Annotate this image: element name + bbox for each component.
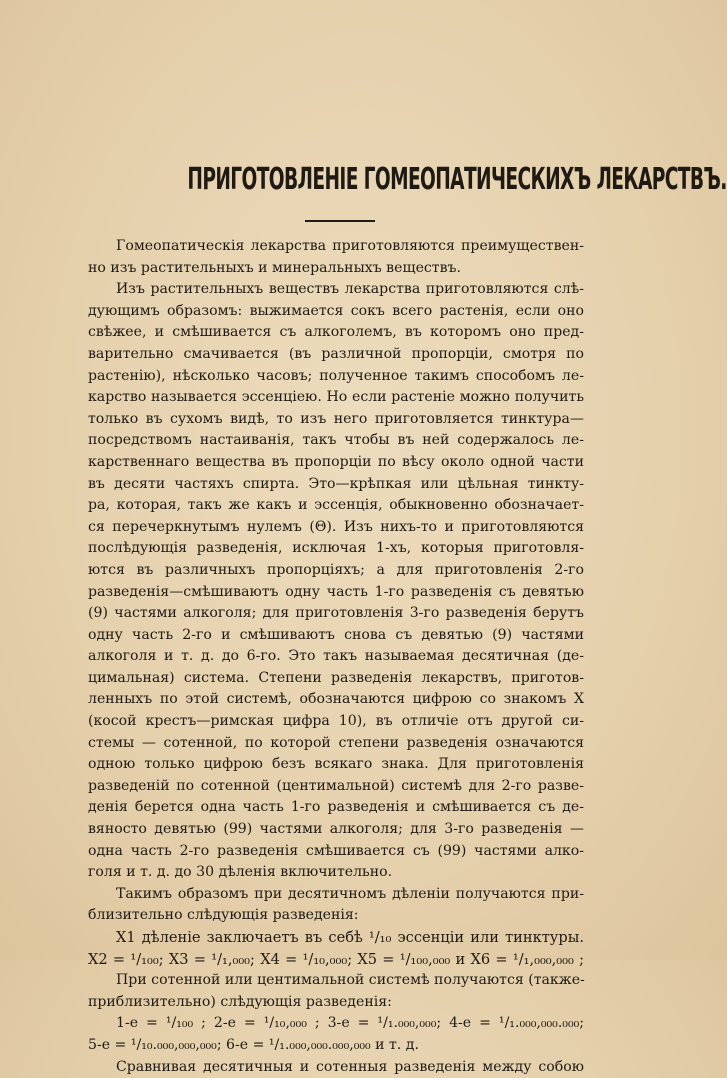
page-title: ПРИГОТОВЛЕНІЕ ГОМЕОПАТИЧЕСКИХЪ ЛЕКАРСТВЪ.: [187, 162, 727, 197]
text-line: растенію), нѣсколько часовъ; полученное такимъ способомъ ле-: [88, 367, 584, 384]
text-line: только въ сухомъ видѣ, то изъ него приготовляется тинктура—: [88, 410, 584, 427]
text-line: разведенія—смѣшиваютъ одну часть 1-го разведенія съ девятью: [88, 583, 584, 600]
text-line: денія берется одна часть 1-го разведенія и смѣшивается съ де-: [88, 799, 584, 816]
text-line: но изъ растительныхъ и минеральныхъ веществъ.: [88, 259, 461, 276]
text-line: карственнаго вещества въ пропорціи по вѣсу около одной части: [88, 453, 584, 470]
text-line: ленныхъ по этой системѣ, обозначаются цифрою со знакомъ X: [88, 691, 584, 708]
text-line: X1 дѣленіе заключаетъ въ себѣ ¹/₁₀ эссенціи или тинктуры.: [116, 929, 584, 946]
text-line: Сравнивая десятичныя и сотенныя разведенія между собою: [116, 1058, 584, 1075]
text-line: ются въ различныхъ пропорціяхъ; а для приготовленія 2-го: [88, 561, 584, 578]
text-line: ся перечеркнутымъ нулемъ (Θ). Изъ нихъ-то и приготовляются: [88, 518, 584, 535]
text-line: дующимъ образомъ: выжимается сокъ всего растенія, если оно: [88, 302, 584, 319]
text-line: цимальная) система. Степени разведенія лекарствъ, приготов-: [88, 669, 584, 686]
text-line: Гомеопатическія лекарства приготовляются преимуществен-: [116, 238, 584, 254]
text-line: 1-е = ¹/₁₀₀ ; 2-е = ¹/₁₀,₀₀₀ ; 3-е = ¹/₁.₀₀₀,₀₀₀; 4-е = ¹/₁.₀₀₀,₀₀₀.₀₀₀;: [116, 1015, 584, 1032]
text-line: 5-е = ¹/₁₀.₀₀₀,₀₀₀,₀₀₀; 6-е = ¹/₁.₀₀₀,₀₀₀.₀₀₀,₀₀₀ и т. д.: [88, 1036, 419, 1053]
text-line: близительно слѣдующія разведенія:: [88, 907, 359, 924]
text-line: Такимъ образомъ при десятичномъ дѣленіи получаются при-: [116, 885, 584, 902]
text-line: стемы — сотенной, по которой степени разведенія означаются: [88, 734, 584, 751]
text-line: X2 = ¹/₁₀₀; X3 = ¹/₁,₀₀₀; X4 = ¹/₁₀,₀₀₀; X5 = ¹/₁₀₀,₀₀₀ и X6 = ¹/₁,₀₀₀,₀₀₀ ;: [88, 950, 584, 968]
text-line: приблизительно) слѣдующія разведенія:: [88, 993, 392, 1010]
text-line: ра, которая, такъ же какъ и эссенція, обыкновенно обозначает-: [88, 497, 584, 514]
text-line: вяносто девятью (99) частями алкоголя; для 3-го разведенія —: [88, 821, 584, 838]
text-line: послѣдующія разведенія, исключая 1-хъ, которыя приготовля-: [88, 540, 584, 557]
text-line: одною только цифрою безъ всякаго знака. Для приготовленія: [88, 756, 584, 773]
text-line: свѣжее, и смѣшивается съ алкоголемъ, въ которомъ оно пред-: [88, 324, 584, 341]
text-line: (косой крестъ—римская цифра 10), въ отличіе отъ другой си-: [88, 713, 584, 730]
text-line: посредствомъ настаиванія, такъ чтобы въ ней содержалось ле-: [88, 432, 584, 449]
text-line: алкоголя и т. д. до 6-го. Это такъ называемая десятичная (де-: [88, 648, 584, 665]
title-divider: [305, 220, 375, 222]
text-line: разведеній по сотенной (центимальной) системѣ для 2-го разве-: [88, 777, 584, 794]
text-line: карство называется эссенціею. Но если растеніе можно получить: [88, 389, 584, 406]
text-line: одну часть 2-го и смѣшиваютъ снова съ девятью (9) частями: [88, 626, 584, 643]
body-text: [88, 236, 584, 1078]
text-line: варительно смачивается (въ различной пропорціи, смотря по: [88, 345, 584, 362]
text-line: голя и т. д. до 30 дѣленія включительно.: [88, 864, 393, 881]
text-line: одна часть 2-го разведенія смѣшивается съ (99) частями алко-: [88, 842, 584, 859]
text-line: въ десяти частяхъ спирта. Это—крѣпкая или цѣльная тинкту-: [88, 475, 584, 492]
text-line: При сотенной или центимальной системѣ получаются (также-: [116, 972, 585, 989]
text-line: (9) частями алкоголя; для приготовленія 3-го разведенія берутъ: [88, 605, 584, 622]
text-line: Изъ растительныхъ веществъ лекарства приготовляются слѣ-: [116, 281, 584, 298]
